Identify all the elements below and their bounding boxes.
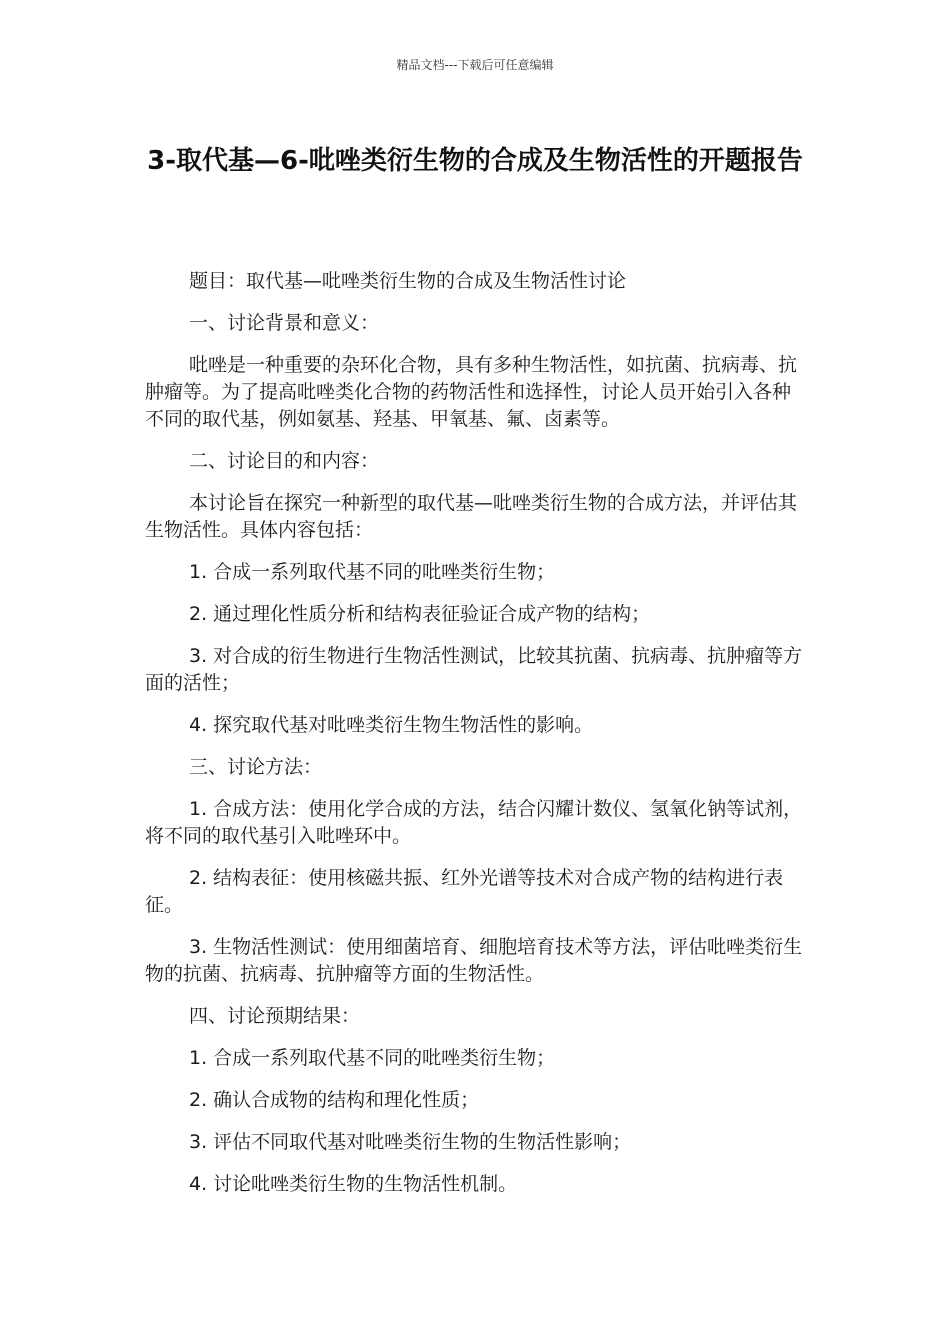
list-item: 4. 讨论吡唑类衍生物的生物活性机制。: [189, 1173, 518, 1195]
list-item: 2. 确认合成物的结构和理化性质；: [189, 1089, 480, 1111]
section-heading-methods: 三、讨论方法：: [189, 756, 323, 778]
section-heading-results: 四、讨论预期结果：: [189, 1005, 361, 1027]
list-item: 3. 评估不同取代基对吡唑类衍生物的生物活性影响；: [189, 1131, 632, 1153]
paragraph-topic: 题目：取代基—吡唑类衍生物的合成及生物活性讨论: [189, 270, 627, 292]
header-note: 精品文档---下载后可任意编辑: [396, 58, 554, 72]
paragraph-purpose: 本讨论旨在探究一种新型的取代基—吡唑类衍生物的合成方法，并评估其生物活性。具体内容包括：: [145, 492, 798, 541]
section-heading-purpose: 二、讨论目的和内容：: [189, 450, 380, 472]
document-title: 3-取代基—6-吡唑类衍生物的合成及生物活性的开题报告: [147, 146, 803, 176]
list-item: 2. 结构表征：使用核磁共振、红外光谱等技术对合成产物的结构进行表征。: [145, 867, 784, 916]
list-item: 1. 合成一系列取代基不同的吡唑类衍生物；: [189, 561, 556, 583]
paragraph-background: 吡唑是一种重要的杂环化合物，具有多种生物活性，如抗菌、抗病毒、抗肿瘤等。为了提高吡唑类化合物的药物活性和选择性，讨论人员开始引入各种不同的取代基，例如氨基、羟基、甲氧基、氟、卤素等。: [145, 354, 798, 430]
list-item: 1. 合成一系列取代基不同的吡唑类衍生物；: [189, 1047, 556, 1069]
section-heading-background: 一、讨论背景和意义：: [189, 312, 380, 334]
list-item: 3. 生物活性测试：使用细菌培育、细胞培育技术等方法，评估吡唑类衍生物的抗菌、抗病毒、抗肿瘤等方面的生物活性。: [145, 936, 803, 985]
list-item: 1. 合成方法：使用化学合成的方法，结合闪耀计数仪、氢氧化钠等试剂，将不同的取代基引入吡唑环中。: [145, 798, 803, 847]
list-item: 3. 对合成的衍生物进行生物活性测试，比较其抗菌、抗病毒、抗肿瘤等方面的活性；: [145, 645, 803, 694]
document-body: [145, 268, 805, 1213]
list-item: 2. 通过理化性质分析和结构表征验证合成产物的结构；: [189, 603, 651, 625]
list-item: 4. 探究取代基对吡唑类衍生物生物活性的影响。: [189, 714, 594, 736]
